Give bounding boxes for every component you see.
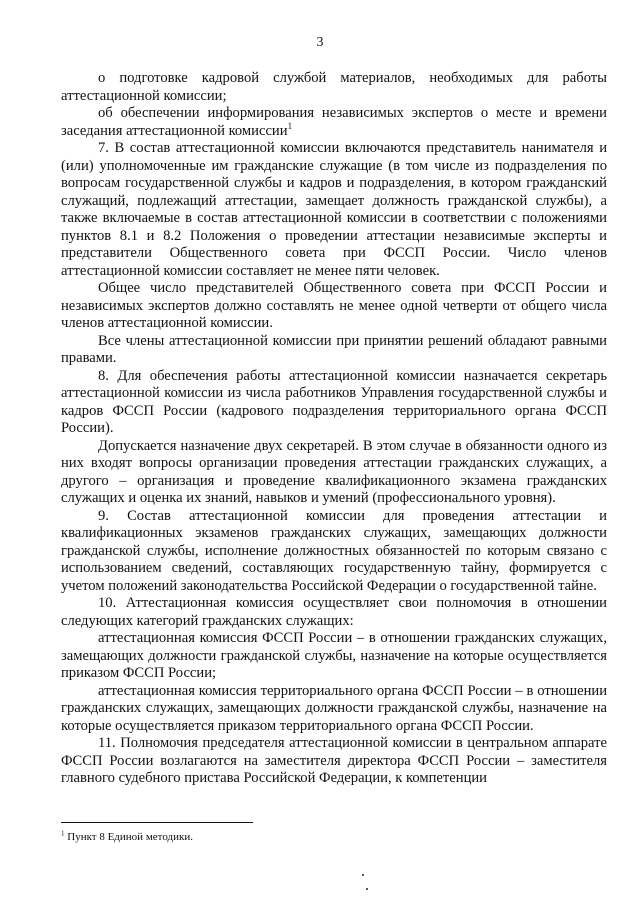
page-number: 3	[316, 35, 324, 50]
paragraph-1: о подготовке кадровой службой материалов, необходимых для работы аттестационной комиссии;	[61, 70, 607, 104]
paragraph-7: Допускается назначение двух секретарей. В этом случае в обязанности одного из них входят вопросы организации проведения аттестации гражданских служащих, а другого – организация и проведение квалификационного экзамена гражданских служащих и оценка их знаний, навыков и умений (профессионального уровня).	[61, 437, 607, 506]
paragraph-9: 10. Аттестационная комиссия осуществляет свои полномочия в отношении следующих категорий гражданских служащих:	[61, 595, 607, 629]
footnote-reference: 1	[287, 120, 293, 131]
paragraph-4: Общее число представителей Общественного совета при ФССП России и независимых экспертов должно составлять не менее одной четверти от общего числа членов аттестационной комиссии.	[61, 280, 607, 331]
paragraph-2-text: об обеспечении информирования независимых экспертов о месте и времени заседания аттестационной комиссии	[61, 105, 607, 139]
paragraph-6: 8. Для обеспечения работы аттестационной комиссии назначается секретарь аттестационной комиссии из числа работников Управления государственной службы и кадров ФССП России (кадрового подразделения территориального органа ФССП России).	[61, 367, 607, 436]
paragraph-12: 11. Полномочия председателя аттестационной комиссии в центральном аппарате ФССП России возлагаются на заместителя директора ФССП России – заместителя главного судебного пристава Российской Федерации, к компетенции	[61, 735, 607, 786]
scan-speck	[362, 874, 364, 876]
footnote	[61, 830, 607, 844]
footnote-divider	[61, 822, 253, 823]
paragraph-5: Все члены аттестационной комиссии при принятии решений обладают равными правами.	[61, 332, 607, 366]
scan-speck	[366, 888, 368, 890]
footnote-marker: 1	[61, 829, 65, 838]
paragraph-2	[61, 105, 607, 140]
paragraph-10: аттестационная комиссия ФССП России – в отношении гражданских служащих, замещающих должности гражданской службы, назначение на которые осуществляется приказом ФССП России;	[61, 630, 607, 681]
footnote-text: Пункт 8 Единой методики.	[67, 831, 193, 843]
paragraph-8: 9. Состав аттестационной комиссии для проведения аттестации и квалификационных экзаменов гражданских служащих, замещающих должности гражданской службы, исполнение должностных обязанностей по которым связано с использованием сведений, составляющих государственную тайну, формируется с учетом положений законодательства Российской Федерации о государственной тайне.	[61, 507, 607, 594]
body-text	[61, 70, 607, 788]
paragraph-11: аттестационная комиссия территориального органа ФССП России – в отношении гражданских служащих, замещающих должности гражданской службы, назначение на которые осуществляется приказом территориального органа ФССП России.	[61, 682, 607, 734]
paragraph-3: 7. В состав аттестационной комиссии включаются представитель нанимателя и (или) уполномоченные им гражданские служащие (в том числе из подразделения по вопросам государственной службы и кадров и подразделения, в котором гражданский служащий, подлежащий аттестации, замещает должность гражданской службы), а также включаемые в состав аттестационной комиссии в соответствии с положениями пунктов 8.1 и 8.2 Положения о проведении аттестации независимые эксперты и представители Общественного совета при ФССП России. Число членов аттестационной комиссии составляет не менее пяти человек.	[61, 140, 607, 279]
